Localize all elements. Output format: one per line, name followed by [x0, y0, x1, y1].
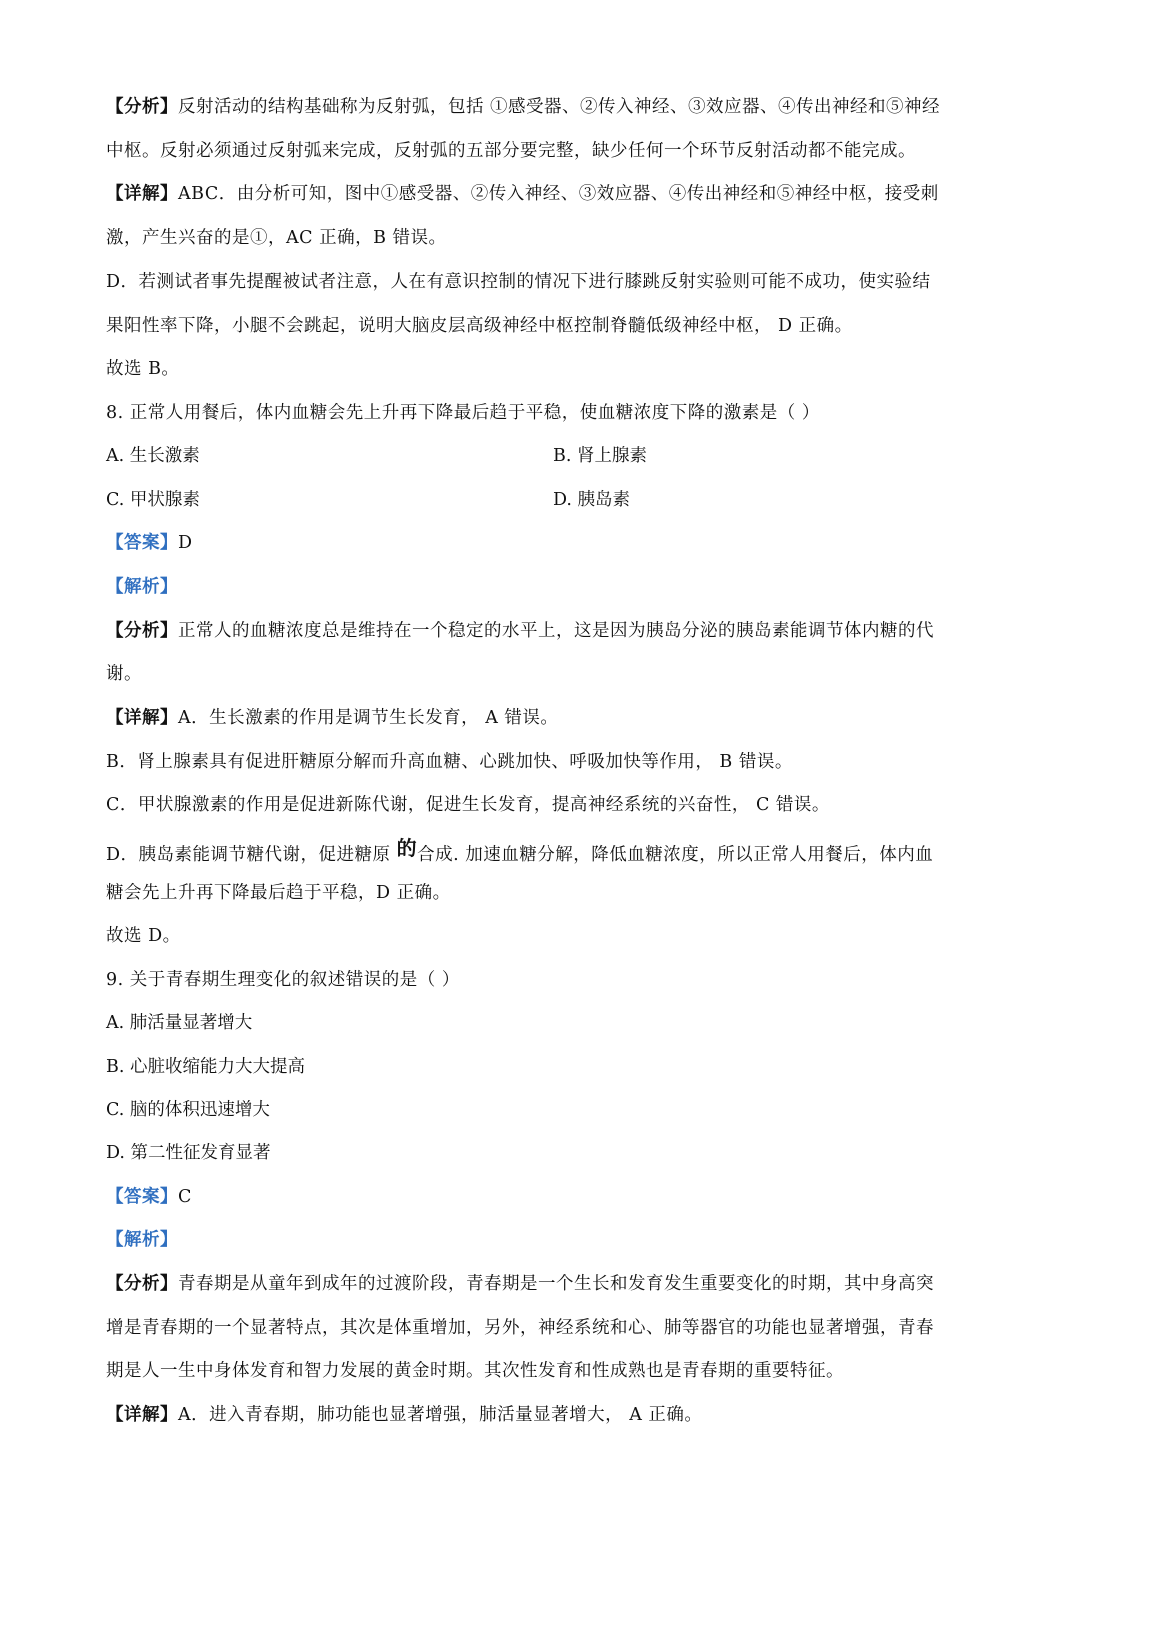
q9-option-b: B. 心脏收缩能力大大提高	[106, 1057, 305, 1077]
detail-line-2: 激，产生兴奋的是①，AC 正确，B 错误。	[106, 228, 447, 248]
question-9-stem: 9. 关于青春期生理变化的叙述错误的是（ ）	[106, 970, 460, 990]
q8-choose-line: 故选 D。	[106, 926, 181, 946]
q8-answer: 【答案】D	[106, 533, 193, 553]
analysis-line-2: 中枢。反射必须通过反射弧来完成，反射弧的五部分要完整，缺少任何一个环节反射活动都不能完成。	[106, 141, 916, 161]
q8-option-c: C. 甲状腺素	[106, 490, 200, 510]
q9-analysis-line-3: 期是人一生中身体发育和智力发展的黄金时期。其次性发育和性成熟也是青春期的重要特征。	[106, 1361, 844, 1381]
q9-option-a: A. 肺活量显著增大	[106, 1013, 253, 1033]
q9-analysis-heading: 【解析】	[106, 1230, 178, 1250]
q9-answer: 【答案】C	[106, 1187, 192, 1207]
q8-detail-line-4: D．胰岛素能调节糖代谢，促进糖原 的合成. 加速血糖分解，降低血糖浓度，所以正常人用餐后，体内血	[106, 836, 934, 865]
q8-detail-line-1: 【详解】A．生长激素的作用是调节生长发育， A 错误。	[106, 708, 559, 728]
q8-analysis-line-1: 【分析】正常人的血糖浓度总是维持在一个稳定的水平上，这是因为胰岛分泌的胰岛素能调节体内糖的代	[106, 621, 934, 641]
detail-line-3: D．若测试者事先提醒被试者注意，人在有意识控制的情况下进行膝跳反射实验则可能不成功，使实验结	[106, 272, 931, 292]
q8-option-b: B. 肾上腺素	[553, 446, 647, 466]
q9-analysis-line-1: 【分析】青春期是从童年到成年的过渡阶段，青春期是一个生长和发育发生重要变化的时期，其中身高突	[106, 1274, 934, 1294]
q8-option-d: D. 胰岛素	[553, 490, 631, 510]
q8-analysis-line-2: 谢。	[106, 664, 142, 684]
q9-option-c: C. 脑的体积迅速增大	[106, 1100, 270, 1120]
q9-option-d: D. 第二性征发育显著	[106, 1143, 271, 1163]
q8-detail-line-5: 糖会先上升再下降最后趋于平稳，D 正确。	[106, 883, 451, 903]
q9-detail-line-1: 【详解】A．进入青春期，肺功能也显著增强，肺活量显著增大， A 正确。	[106, 1405, 703, 1425]
choose-line: 故选 B。	[106, 359, 180, 379]
q8-option-a: A. 生长激素	[106, 446, 200, 466]
detail-line-4: 果阳性率下降，小腿不会跳起，说明大脑皮层高级神经中枢控制脊髓低级神经中枢， D 正确。	[106, 316, 853, 336]
detail-line-1: 【详解】ABC．由分析可知，图中①感受器、②传入神经、③效应器、④传出神经和⑤神经中枢，接受刺	[106, 184, 939, 204]
q8-analysis-heading: 【解析】	[106, 577, 178, 597]
analysis-line-1: 【分析】反射活动的结构基础称为反射弧，包括 ①感受器、②传入神经、③效应器、④传出神经和⑤神经	[106, 97, 941, 117]
q8-detail-line-2: B．肾上腺素具有促进肝糖原分解而升高血糖、心跳加快、呼吸加快等作用， B 错误。	[106, 752, 793, 772]
q9-analysis-line-2: 增是青春期的一个显著特点，其次是体重增加，另外，神经系统和心、肺等器官的功能也显著增强，青春	[106, 1318, 934, 1338]
q8-detail-line-3: C．甲状腺激素的作用是促进新陈代谢，促进生长发育，提高神经系统的兴奋性， C 错误。	[106, 795, 830, 815]
question-8-stem: 8. 正常人用餐后，体内血糖会先上升再下降最后趋于平稳，使血糖浓度下降的激素是（ ）	[106, 403, 820, 423]
